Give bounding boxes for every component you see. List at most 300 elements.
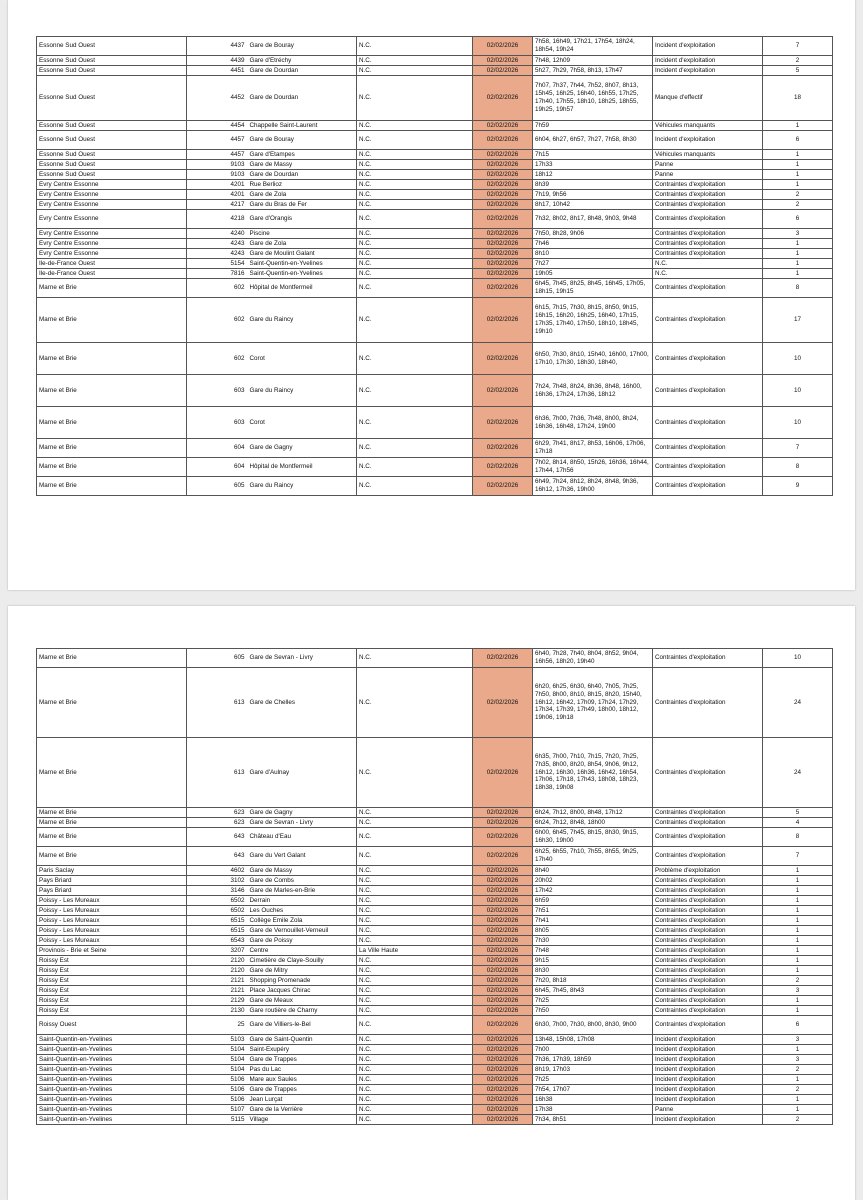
- table-row: [37, 1016, 833, 1035]
- date-cell: 02/02/2026: [473, 996, 533, 1006]
- stop-name-cell: Saint-Quentin-en-Yvelines: [247, 269, 357, 279]
- date-cell: 02/02/2026: [473, 190, 533, 200]
- line-number-cell: 7816: [187, 269, 247, 279]
- reason-cell: Contraintes d'exploitation: [653, 906, 763, 916]
- stop-name-cell: Gare de Massy: [247, 160, 357, 170]
- times-cell: 20h02: [533, 876, 653, 886]
- table-row: [37, 1095, 833, 1105]
- city-cell: N.C.: [357, 818, 473, 828]
- line-number-cell: 602: [187, 279, 247, 298]
- reason-cell: Contraintes d'exploitation: [653, 249, 763, 259]
- stop-name-cell: Gare de Gagny: [247, 439, 357, 458]
- sector-cell: Marne et Brie: [37, 738, 187, 808]
- date-cell: 02/02/2026: [473, 956, 533, 966]
- times-cell: 7h15: [533, 150, 653, 160]
- table-row: [37, 936, 833, 946]
- count-cell: 1: [763, 936, 833, 946]
- stop-name-cell: Hôpital de Montfermeil: [247, 458, 357, 477]
- table-row: [37, 1006, 833, 1016]
- stop-name-cell: Gare de Zola: [247, 190, 357, 200]
- stop-name-cell: Gare routière de Charny: [247, 1006, 357, 1016]
- line-number-cell: 613: [187, 668, 247, 738]
- line-number-cell: 6502: [187, 896, 247, 906]
- times-cell: 6h25, 6h55, 7h10, 7h55, 8h55, 9h25, 17h40: [533, 847, 653, 866]
- table-row: [37, 876, 833, 886]
- count-cell: 1: [763, 956, 833, 966]
- stop-name-cell: Gare de Trappes: [247, 1085, 357, 1095]
- line-number-cell: 5106: [187, 1085, 247, 1095]
- count-cell: 1: [763, 876, 833, 886]
- city-cell: N.C.: [357, 1105, 473, 1115]
- table-row: [37, 259, 833, 269]
- count-cell: 7: [763, 37, 833, 56]
- date-cell: 02/02/2026: [473, 407, 533, 439]
- reason-cell: Contraintes d'exploitation: [653, 986, 763, 996]
- stop-name-cell: Gare d'Etampes: [247, 150, 357, 160]
- date-cell: 02/02/2026: [473, 986, 533, 996]
- sector-cell: Marne et Brie: [37, 818, 187, 828]
- stop-name-cell: Gare de Moulint Galant: [247, 249, 357, 259]
- line-number-cell: 4217: [187, 200, 247, 210]
- city-cell: N.C.: [357, 916, 473, 926]
- reason-cell: Contraintes d'exploitation: [653, 808, 763, 818]
- table-row: [37, 1085, 833, 1095]
- times-cell: 6h59: [533, 896, 653, 906]
- city-cell: N.C.: [357, 229, 473, 239]
- sector-cell: Pays Briard: [37, 886, 187, 896]
- sector-cell: Roissy Est: [37, 976, 187, 986]
- times-cell: 5h27, 7h29, 7h58, 8h13, 17h47: [533, 66, 653, 76]
- count-cell: 1: [763, 996, 833, 1006]
- city-cell: N.C.: [357, 986, 473, 996]
- line-number-cell: 604: [187, 439, 247, 458]
- reason-cell: Incident d'exploitation: [653, 1035, 763, 1045]
- reason-cell: Incident d'exploitation: [653, 37, 763, 56]
- date-cell: 02/02/2026: [473, 458, 533, 477]
- sector-cell: Marne et Brie: [37, 668, 187, 738]
- count-cell: 1: [763, 160, 833, 170]
- line-number-cell: 2121: [187, 986, 247, 996]
- sector-cell: Pays Briard: [37, 876, 187, 886]
- times-cell: 7h20, 8h18: [533, 976, 653, 986]
- table-row: [37, 906, 833, 916]
- line-number-cell: 6515: [187, 926, 247, 936]
- times-cell: 7h59: [533, 121, 653, 131]
- stop-name-cell: Corot: [247, 407, 357, 439]
- sector-cell: Essonne Sud Ouest: [37, 121, 187, 131]
- table-row: [37, 76, 833, 121]
- stop-name-cell: Gare de Meaux: [247, 996, 357, 1006]
- table-row: [37, 866, 833, 876]
- count-cell: 1: [763, 1075, 833, 1085]
- sector-cell: Poissy - Les Mureaux: [37, 906, 187, 916]
- table-row: [37, 200, 833, 210]
- line-number-cell: 623: [187, 818, 247, 828]
- sector-cell: Marne et Brie: [37, 407, 187, 439]
- city-cell: N.C.: [357, 1095, 473, 1105]
- table-row: [37, 66, 833, 76]
- count-cell: 1: [763, 926, 833, 936]
- city-cell: N.C.: [357, 896, 473, 906]
- table-row: [37, 649, 833, 668]
- table-row: [37, 343, 833, 375]
- city-cell: N.C.: [357, 1045, 473, 1055]
- times-cell: 7h27: [533, 259, 653, 269]
- line-number-cell: 602: [187, 343, 247, 375]
- city-cell: N.C.: [357, 343, 473, 375]
- city-cell: N.C.: [357, 131, 473, 150]
- table-row: [37, 407, 833, 439]
- city-cell: N.C.: [357, 458, 473, 477]
- times-cell: 7h00: [533, 1045, 653, 1055]
- count-cell: 6: [763, 131, 833, 150]
- times-cell: 8h05: [533, 926, 653, 936]
- count-cell: 2: [763, 1065, 833, 1075]
- times-cell: 8h40: [533, 866, 653, 876]
- date-cell: 02/02/2026: [473, 1045, 533, 1055]
- times-cell: 8h30: [533, 966, 653, 976]
- city-cell: N.C.: [357, 298, 473, 343]
- date-cell: 02/02/2026: [473, 343, 533, 375]
- table-row: [37, 477, 833, 496]
- date-cell: 02/02/2026: [473, 1055, 533, 1065]
- times-cell: 7h58, 16h49, 17h21, 17h54, 18h24, 18h54, 19h24: [533, 37, 653, 56]
- table-row: [37, 269, 833, 279]
- line-number-cell: 5104: [187, 1045, 247, 1055]
- date-cell: 02/02/2026: [473, 1115, 533, 1125]
- date-cell: 02/02/2026: [473, 886, 533, 896]
- city-cell: N.C.: [357, 170, 473, 180]
- date-cell: 02/02/2026: [473, 170, 533, 180]
- date-cell: 02/02/2026: [473, 239, 533, 249]
- reason-cell: Contraintes d'exploitation: [653, 886, 763, 896]
- count-cell: 3: [763, 986, 833, 996]
- count-cell: 2: [763, 190, 833, 200]
- times-cell: 6h29, 7h41, 8h17, 8h53, 16h06, 17h06, 17h18: [533, 439, 653, 458]
- sector-cell: Marne et Brie: [37, 279, 187, 298]
- count-cell: 17: [763, 298, 833, 343]
- line-number-cell: 603: [187, 375, 247, 407]
- stop-name-cell: Saint-Quentin-en-Yvelines: [247, 259, 357, 269]
- count-cell: 6: [763, 210, 833, 229]
- times-cell: 7h46: [533, 239, 653, 249]
- date-cell: 02/02/2026: [473, 1016, 533, 1035]
- count-cell: 7: [763, 847, 833, 866]
- reason-cell: Panne: [653, 160, 763, 170]
- city-cell: N.C.: [357, 847, 473, 866]
- date-cell: 02/02/2026: [473, 926, 533, 936]
- date-cell: 02/02/2026: [473, 131, 533, 150]
- date-cell: 02/02/2026: [473, 180, 533, 190]
- stop-name-cell: Gare de Dourdan: [247, 170, 357, 180]
- times-cell: 7h36, 17h39, 18h59: [533, 1055, 653, 1065]
- line-number-cell: 604: [187, 458, 247, 477]
- table-row: [37, 1075, 833, 1085]
- city-cell: N.C.: [357, 37, 473, 56]
- table-row: [37, 439, 833, 458]
- count-cell: 2: [763, 56, 833, 66]
- line-number-cell: 4454: [187, 121, 247, 131]
- count-cell: 10: [763, 375, 833, 407]
- times-cell: 8h17, 10h42: [533, 200, 653, 210]
- count-cell: 1: [763, 916, 833, 926]
- count-cell: 1: [763, 946, 833, 956]
- city-cell: N.C.: [357, 1035, 473, 1045]
- date-cell: 02/02/2026: [473, 668, 533, 738]
- date-cell: 02/02/2026: [473, 269, 533, 279]
- sector-cell: Evry Centre Essonne: [37, 180, 187, 190]
- stop-name-cell: Gare de Mitry: [247, 966, 357, 976]
- stop-name-cell: Gare de Dourdan: [247, 66, 357, 76]
- sector-cell: Marne et Brie: [37, 847, 187, 866]
- table-row: [37, 668, 833, 738]
- table-row: [37, 249, 833, 259]
- line-number-cell: 4437: [187, 37, 247, 56]
- count-cell: 1: [763, 1105, 833, 1115]
- city-cell: N.C.: [357, 249, 473, 259]
- reason-cell: Contraintes d'exploitation: [653, 936, 763, 946]
- count-cell: 3: [763, 1035, 833, 1045]
- date-cell: 02/02/2026: [473, 439, 533, 458]
- sector-cell: Evry Centre Essonne: [37, 239, 187, 249]
- city-cell: N.C.: [357, 966, 473, 976]
- count-cell: 8: [763, 458, 833, 477]
- count-cell: 1: [763, 170, 833, 180]
- table-row: [37, 828, 833, 847]
- count-cell: 2: [763, 200, 833, 210]
- city-cell: N.C.: [357, 866, 473, 876]
- times-cell: 8h19, 17h03: [533, 1065, 653, 1075]
- times-cell: 17h42: [533, 886, 653, 896]
- reason-cell: Contraintes d'exploitation: [653, 996, 763, 1006]
- line-number-cell: 2130: [187, 1006, 247, 1016]
- stop-name-cell: Gare du Vert Galant: [247, 847, 357, 866]
- times-cell: 9h15: [533, 956, 653, 966]
- line-number-cell: 4201: [187, 180, 247, 190]
- stop-name-cell: Gare du Raincy: [247, 298, 357, 343]
- times-cell: 6h50, 7h30, 8h10, 15h40, 16h00, 17h00, 17h10, 17h30, 18h30, 18h40,: [533, 343, 653, 375]
- sector-cell: Roissy Ouest: [37, 1016, 187, 1035]
- sector-cell: Marne et Brie: [37, 649, 187, 668]
- count-cell: 9: [763, 477, 833, 496]
- times-cell: 6h30, 7h00, 7h30, 8h00, 8h30, 9h00: [533, 1016, 653, 1035]
- sector-cell: Essonne Sud Ouest: [37, 131, 187, 150]
- city-cell: N.C.: [357, 1085, 473, 1095]
- city-cell: N.C.: [357, 828, 473, 847]
- times-cell: 17h33: [533, 160, 653, 170]
- table-row: [37, 190, 833, 200]
- line-number-cell: 643: [187, 847, 247, 866]
- sector-cell: Essonne Sud Ouest: [37, 170, 187, 180]
- date-cell: 02/02/2026: [473, 66, 533, 76]
- stop-name-cell: Gare de Trappes: [247, 1055, 357, 1065]
- stop-name-cell: Shopping Promenade: [247, 976, 357, 986]
- cancellations-table: [36, 36, 833, 496]
- date-cell: 02/02/2026: [473, 1035, 533, 1045]
- line-number-cell: 4451: [187, 66, 247, 76]
- stop-name-cell: Gare de Poissy: [247, 936, 357, 946]
- sector-cell: Marne et Brie: [37, 808, 187, 818]
- reason-cell: Contraintes d'exploitation: [653, 828, 763, 847]
- line-number-cell: 6502: [187, 906, 247, 916]
- line-number-cell: 4243: [187, 249, 247, 259]
- line-number-cell: 5104: [187, 1065, 247, 1075]
- line-number-cell: 6543: [187, 936, 247, 946]
- stop-name-cell: Gare de Vernouillet-Verneuil: [247, 926, 357, 936]
- reason-cell: Contraintes d'exploitation: [653, 926, 763, 936]
- date-cell: 02/02/2026: [473, 1006, 533, 1016]
- reason-cell: Incident d'exploitation: [653, 131, 763, 150]
- times-cell: 7h07, 7h37, 7h44, 7h52, 8h07, 8h13, 15h45, 16h25, 16h40, 16h55, 17h25, 17h40, 17h55, 18h10, 18h25, 18h55, 19h25, 19h57: [533, 76, 653, 121]
- count-cell: 24: [763, 668, 833, 738]
- stop-name-cell: Jean Lurçat: [247, 1095, 357, 1105]
- sector-cell: Marne et Brie: [37, 343, 187, 375]
- times-cell: 6h24, 7h12, 8h00, 8h48, 17h12: [533, 808, 653, 818]
- city-cell: N.C.: [357, 160, 473, 170]
- count-cell: 1: [763, 1006, 833, 1016]
- city-cell: N.C.: [357, 200, 473, 210]
- stop-name-cell: Hôpital de Montfermeil: [247, 279, 357, 298]
- table-row: [37, 1105, 833, 1115]
- reason-cell: Contraintes d'exploitation: [653, 298, 763, 343]
- reason-cell: Incident d'exploitation: [653, 1045, 763, 1055]
- times-cell: 7h41: [533, 916, 653, 926]
- reason-cell: Contraintes d'exploitation: [653, 239, 763, 249]
- stop-name-cell: Gare de Dourdan: [247, 76, 357, 121]
- city-cell: N.C.: [357, 150, 473, 160]
- date-cell: 02/02/2026: [473, 200, 533, 210]
- times-cell: 6h40, 7h28, 7h40, 8h04, 8h52, 9h04, 16h56, 18h20, 19h40: [533, 649, 653, 668]
- sector-cell: Essonne Sud Ouest: [37, 37, 187, 56]
- reason-cell: Contraintes d'exploitation: [653, 738, 763, 808]
- sector-cell: Saint-Quentin-en-Yvelines: [37, 1075, 187, 1085]
- sector-cell: Essonne Sud Ouest: [37, 76, 187, 121]
- stop-name-cell: Village: [247, 1115, 357, 1125]
- reason-cell: Contraintes d'exploitation: [653, 180, 763, 190]
- reason-cell: Véhicules manquants: [653, 121, 763, 131]
- reason-cell: Contraintes d'exploitation: [653, 1016, 763, 1035]
- line-number-cell: 5107: [187, 1105, 247, 1115]
- date-cell: 02/02/2026: [473, 1105, 533, 1115]
- times-cell: 16h38: [533, 1095, 653, 1105]
- stop-name-cell: Gare de Massy: [247, 866, 357, 876]
- times-cell: 7h25: [533, 1075, 653, 1085]
- table-row: [37, 886, 833, 896]
- city-cell: N.C.: [357, 76, 473, 121]
- table-row: [37, 210, 833, 229]
- line-number-cell: 613: [187, 738, 247, 808]
- sector-cell: Ile-de-France Ouest: [37, 259, 187, 269]
- stop-name-cell: Gare de Saint-Quentin: [247, 1035, 357, 1045]
- times-cell: 7h32, 8h02, 8h17, 8h48, 9h03, 9h48: [533, 210, 653, 229]
- city-cell: N.C.: [357, 1055, 473, 1065]
- stop-name-cell: Corot: [247, 343, 357, 375]
- city-cell: N.C.: [357, 906, 473, 916]
- sector-cell: Essonne Sud Ouest: [37, 56, 187, 66]
- city-cell: N.C.: [357, 926, 473, 936]
- line-number-cell: 2120: [187, 956, 247, 966]
- count-cell: 1: [763, 896, 833, 906]
- line-number-cell: 5104: [187, 1055, 247, 1065]
- sector-cell: Saint-Quentin-en-Yvelines: [37, 1115, 187, 1125]
- table-row: [37, 150, 833, 160]
- date-cell: 02/02/2026: [473, 946, 533, 956]
- times-cell: 6h20, 6h25, 6h30, 6h40, 7h05, 7h25, 7h50, 8h00, 8h10, 8h15, 8h20, 15h40, 16h12, 16h42, 17h09, 17h24, 17h29, 17h34, 17h39, 17h49, 18h00, 18h12, 19h06, 19h18: [533, 668, 653, 738]
- table-row: [37, 229, 833, 239]
- table-row: [37, 808, 833, 818]
- sector-cell: Essonne Sud Ouest: [37, 160, 187, 170]
- stop-name-cell: Piscine: [247, 229, 357, 239]
- date-cell: 02/02/2026: [473, 477, 533, 496]
- table-row: [37, 375, 833, 407]
- table-row: [37, 1035, 833, 1045]
- city-cell: N.C.: [357, 1115, 473, 1125]
- city-cell: N.C.: [357, 259, 473, 269]
- count-cell: 10: [763, 343, 833, 375]
- city-cell: N.C.: [357, 668, 473, 738]
- city-cell: N.C.: [357, 269, 473, 279]
- times-cell: 17h38: [533, 1105, 653, 1115]
- stop-name-cell: Gare d'Orangis: [247, 210, 357, 229]
- date-cell: 02/02/2026: [473, 738, 533, 808]
- reason-cell: Incident d'exploitation: [653, 66, 763, 76]
- table-row: [37, 946, 833, 956]
- city-cell: N.C.: [357, 808, 473, 818]
- city-cell: N.C.: [357, 210, 473, 229]
- date-cell: 02/02/2026: [473, 649, 533, 668]
- date-cell: 02/02/2026: [473, 828, 533, 847]
- date-cell: 02/02/2026: [473, 896, 533, 906]
- date-cell: 02/02/2026: [473, 298, 533, 343]
- count-cell: 1: [763, 866, 833, 876]
- sector-cell: Saint-Quentin-en-Yvelines: [37, 1045, 187, 1055]
- count-cell: 1: [763, 150, 833, 160]
- line-number-cell: 5154: [187, 259, 247, 269]
- table-row: [37, 458, 833, 477]
- line-number-cell: 3146: [187, 886, 247, 896]
- date-cell: 02/02/2026: [473, 259, 533, 269]
- sector-cell: Roissy Est: [37, 996, 187, 1006]
- sector-cell: Marne et Brie: [37, 298, 187, 343]
- table-row: [37, 896, 833, 906]
- stop-name-cell: Mare aux Saules: [247, 1075, 357, 1085]
- reason-cell: N.C.: [653, 259, 763, 269]
- stop-name-cell: Gare du Bras de Fer: [247, 200, 357, 210]
- sector-cell: Essonne Sud Ouest: [37, 150, 187, 160]
- date-cell: 02/02/2026: [473, 76, 533, 121]
- reason-cell: Incident d'exploitation: [653, 1075, 763, 1085]
- reason-cell: Contraintes d'exploitation: [653, 200, 763, 210]
- reason-cell: Contraintes d'exploitation: [653, 847, 763, 866]
- times-cell: 6h15, 7h15, 7h30, 8h15, 8h50, 9h15, 16h15, 16h20, 16h25, 16h40, 17h15, 17h35, 17h40, 17h50, 18h10, 18h45, 19h10: [533, 298, 653, 343]
- sector-cell: Paris Saclay: [37, 866, 187, 876]
- count-cell: 18: [763, 76, 833, 121]
- line-number-cell: 623: [187, 808, 247, 818]
- times-cell: 7h02, 8h14, 8h50, 15h26, 16h36, 16h44, 17h44, 17h56: [533, 458, 653, 477]
- city-cell: N.C.: [357, 239, 473, 249]
- times-cell: 6h45, 7h45, 8h43: [533, 986, 653, 996]
- stop-name-cell: Gare de Bouray: [247, 37, 357, 56]
- table-row: [37, 279, 833, 298]
- reason-cell: Contraintes d'exploitation: [653, 229, 763, 239]
- date-cell: 02/02/2026: [473, 210, 533, 229]
- sector-cell: Ile-de-France Ouest: [37, 269, 187, 279]
- stop-name-cell: Centre: [247, 946, 357, 956]
- stop-name-cell: Gare de Combs: [247, 876, 357, 886]
- date-cell: 02/02/2026: [473, 818, 533, 828]
- times-cell: 7h54, 17h07: [533, 1085, 653, 1095]
- line-number-cell: 2129: [187, 996, 247, 1006]
